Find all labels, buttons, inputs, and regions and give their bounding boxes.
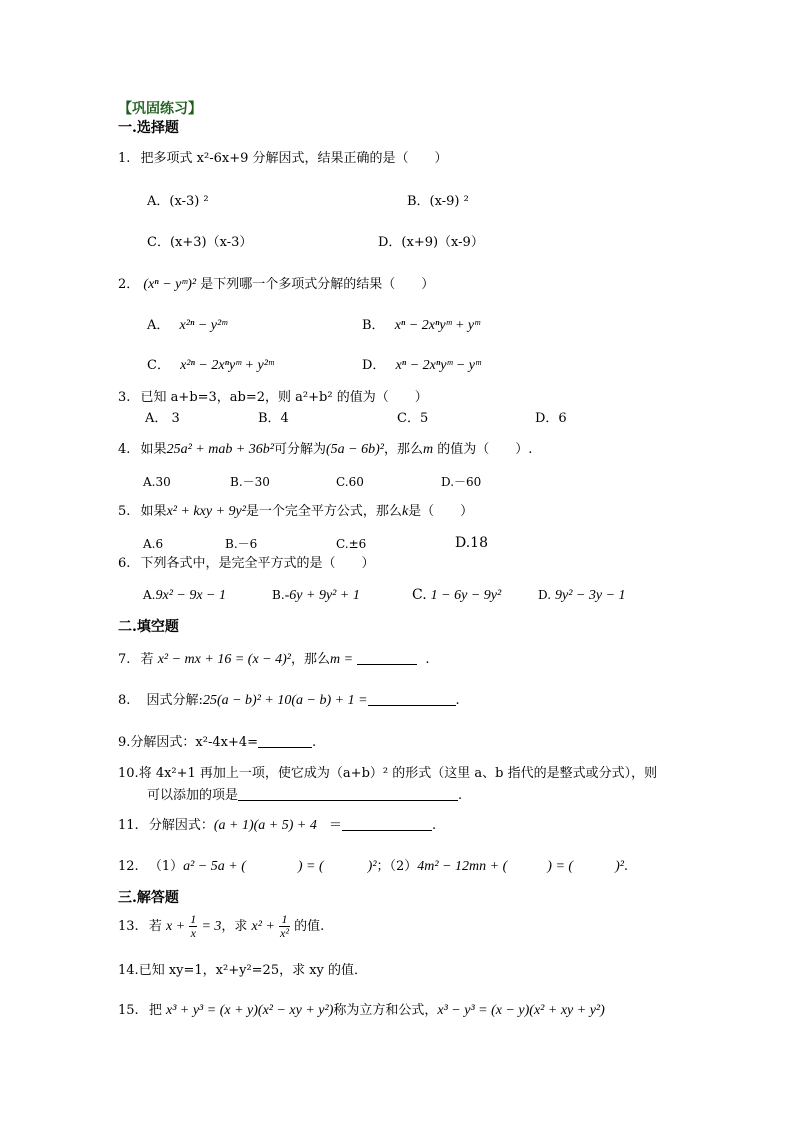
question-number: 10. bbox=[118, 766, 139, 781]
q2-option-d bbox=[362, 357, 481, 375]
question-math: (xⁿ − yᵐ)² bbox=[143, 277, 197, 292]
question-2 bbox=[118, 276, 434, 294]
option-math: -6y + 9y² + 1 bbox=[284, 588, 360, 603]
question-math: a² − 5a + ( bbox=[183, 859, 246, 874]
answer-blank[interactable] bbox=[357, 650, 417, 665]
fraction bbox=[279, 913, 290, 940]
question-6 bbox=[118, 555, 375, 573]
q5-option-b: B.－6 bbox=[225, 537, 258, 551]
question-math: x³ + y³ = (x + y)(x² − xy + y²) bbox=[165, 1003, 334, 1018]
option-label: D. bbox=[538, 588, 552, 602]
question-stem: ；（2） bbox=[376, 859, 418, 874]
answer-blank[interactable] bbox=[368, 691, 456, 706]
question-11 bbox=[118, 816, 436, 835]
question-number: 12. bbox=[118, 859, 139, 874]
section-title-choice: 一.选择题 bbox=[118, 120, 179, 136]
question-math: )² bbox=[615, 859, 624, 874]
question-stem: ＝ bbox=[328, 818, 342, 833]
question-stem: 把 bbox=[148, 1003, 162, 1018]
question-number: 13. bbox=[118, 919, 139, 934]
question-math: (a + 1)(a + 5) + 4 bbox=[213, 818, 317, 833]
question-math: 25a² + mab + 36b² bbox=[166, 442, 274, 457]
q2-option-c bbox=[147, 357, 274, 375]
q5-option-d: D.18 bbox=[455, 535, 488, 551]
option-label: D． bbox=[362, 358, 386, 373]
fraction-denominator: x² bbox=[280, 926, 289, 940]
q6-option-a bbox=[143, 586, 226, 605]
question-stem: . bbox=[623, 859, 629, 874]
q6-option-d bbox=[538, 586, 626, 605]
q4-option-a: A.30 bbox=[143, 475, 171, 489]
option-math: 9y² − 3y − 1 bbox=[555, 588, 626, 603]
q4-option-d: D.－60 bbox=[441, 475, 482, 489]
section-title-fill: 二.填空题 bbox=[118, 619, 179, 635]
question-14 bbox=[118, 962, 367, 980]
option-math: x²ⁿ − y²ᵐ bbox=[179, 318, 228, 333]
question-stem: . bbox=[312, 735, 317, 750]
question-stem: ，那么 bbox=[383, 442, 423, 457]
option-math: xⁿ − 2xⁿyᵐ − yᵐ bbox=[395, 358, 481, 373]
q3-option-a: A． 3 bbox=[145, 411, 180, 426]
option-math: 1 − 6y − 9y² bbox=[430, 588, 502, 603]
q1-option-a: A．(x-3) ² bbox=[147, 194, 209, 209]
q3-option-c: C．5 bbox=[397, 411, 429, 426]
question-stem: （1） bbox=[148, 859, 184, 874]
option-label: C． bbox=[147, 358, 170, 373]
question-stem: 可分解为 bbox=[273, 442, 326, 457]
question-stem: 如果 bbox=[140, 442, 167, 457]
question-3 bbox=[118, 389, 428, 407]
question-stem: 的值. bbox=[294, 919, 325, 934]
option-label: B． bbox=[362, 318, 385, 333]
option-label: C. bbox=[412, 587, 427, 603]
question-stem: 是下列哪一个多项式分解的结果（ ） bbox=[200, 277, 435, 292]
question-math: x² + kxy + 9y² bbox=[166, 504, 246, 519]
question-math: x³ − y³ = (x − y)(x² + xy + y²) bbox=[437, 1003, 605, 1018]
question-stem: 是（ ） bbox=[408, 504, 474, 519]
question-stem: 分解因式： bbox=[148, 818, 214, 833]
q1-option-d: D．(x+9)（x-9） bbox=[378, 235, 484, 250]
question-math: ) = ( bbox=[297, 859, 324, 874]
fraction bbox=[189, 913, 197, 940]
question-13 bbox=[118, 912, 324, 942]
question-math: = 3 bbox=[201, 919, 222, 934]
question-math: )² bbox=[367, 859, 377, 874]
question-8 bbox=[118, 691, 460, 710]
answer-blank[interactable] bbox=[258, 733, 312, 748]
q2-option-b bbox=[362, 317, 480, 335]
question-stem: 称为立方和公式， bbox=[333, 1003, 438, 1018]
question-12 bbox=[118, 858, 628, 876]
question-number: 14. bbox=[118, 963, 139, 978]
q4-option-b: B.－30 bbox=[230, 475, 270, 489]
question-5 bbox=[118, 503, 473, 521]
q3-option-d: D．6 bbox=[535, 411, 567, 426]
question-math: (5a − 6b)² bbox=[325, 442, 384, 457]
question-math: x + bbox=[165, 919, 186, 934]
question-stem: 因式分解: bbox=[146, 693, 203, 708]
question-math: m = bbox=[329, 652, 354, 667]
answer-blank[interactable] bbox=[342, 816, 432, 831]
question-9 bbox=[118, 733, 316, 752]
question-number: 8. bbox=[118, 693, 131, 708]
question-stem: ，那么 bbox=[290, 652, 330, 667]
q5-option-a: A.6 bbox=[143, 537, 164, 551]
question-math: ) = ( bbox=[547, 859, 574, 874]
question-stem: 下列各式中，是完全平方式的是（ ） bbox=[140, 556, 375, 571]
question-number: 11. bbox=[118, 818, 139, 833]
question-math: x² + bbox=[251, 919, 275, 934]
section-header: 【巩固练习】 bbox=[118, 101, 202, 117]
question-math: x² − mx + 16 = (x − 4)² bbox=[157, 652, 291, 667]
fraction-numerator: 1 bbox=[190, 912, 197, 926]
q1-option-b: B．(x-9) ² bbox=[407, 194, 469, 209]
question-number: 7. bbox=[118, 652, 131, 667]
q5-option-c: C.±6 bbox=[336, 537, 367, 551]
question-number: 2． bbox=[118, 277, 140, 292]
question-number: 3. bbox=[118, 390, 131, 405]
question-stem: . bbox=[432, 818, 437, 833]
question-stem: 若 bbox=[140, 652, 154, 667]
question-7 bbox=[118, 650, 429, 669]
question-number: 1. bbox=[118, 151, 131, 166]
fraction-denominator: x bbox=[190, 926, 196, 940]
question-number: 9. bbox=[118, 735, 131, 750]
question-stem: ，求 bbox=[221, 919, 248, 934]
question-stem: 已知 a+b=3，ab=2，则 a²+b² 的值为（ ） bbox=[140, 390, 428, 405]
question-1 bbox=[118, 150, 448, 168]
question-stem: 分解因式：x²-4x+4= bbox=[130, 735, 259, 750]
question-var: m bbox=[422, 442, 434, 457]
question-15 bbox=[118, 1002, 605, 1020]
answer-blank[interactable] bbox=[238, 786, 458, 801]
question-stem: 如果 bbox=[140, 504, 167, 519]
q4-option-c: C.60 bbox=[336, 475, 364, 489]
option-math: x²ⁿ − 2xⁿyᵐ + y²ᵐ bbox=[180, 358, 274, 373]
question-number: 4. bbox=[118, 442, 131, 457]
q2-option-a bbox=[147, 317, 227, 335]
option-math: xⁿ − 2xⁿyᵐ + yᵐ bbox=[394, 318, 480, 333]
q3-option-b: B．4 bbox=[258, 411, 289, 426]
fraction-numerator: 1 bbox=[279, 913, 290, 927]
question-stem: 若 bbox=[148, 919, 162, 934]
question-10-line2 bbox=[147, 786, 462, 805]
option-label: A． bbox=[147, 318, 170, 333]
question-10 bbox=[118, 765, 657, 783]
option-label: A. bbox=[143, 588, 156, 602]
question-math: 25(a − b)² + 10(a − b) + 1 = bbox=[202, 693, 368, 708]
question-stem: . bbox=[425, 652, 430, 667]
q1-option-c: C．(x+3)（x-3） bbox=[147, 235, 253, 250]
question-number: 5. bbox=[118, 504, 131, 519]
question-stem: 的值为（ ）. bbox=[433, 442, 533, 457]
question-stem: 是一个完全平方公式，那么 bbox=[245, 504, 402, 519]
question-var: k bbox=[401, 504, 409, 519]
question-stem: 把多项式 x²-6x+9 分解因式，结果正确的是（ ） bbox=[140, 151, 448, 166]
question-number: 15. bbox=[118, 1003, 139, 1018]
q6-option-b bbox=[272, 586, 360, 605]
question-stem: 将 4x²+1 再加上一项，使它成为（a+b）² 的形式（这里 a、b 指代的是整式或分式），则 bbox=[138, 766, 658, 781]
option-label: B. bbox=[272, 588, 285, 602]
question-stem: 已知 xy=1，x²+y²=25，求 xy 的值． bbox=[138, 963, 368, 978]
q6-option-c bbox=[412, 586, 501, 605]
question-math: 4m² − 12mn + ( bbox=[417, 859, 508, 874]
question-stem: . bbox=[455, 693, 460, 708]
question-stem: . bbox=[458, 788, 463, 803]
option-math: 9x² − 9x − 1 bbox=[155, 588, 227, 603]
question-stem: 可以添加的项是 bbox=[147, 788, 239, 803]
question-number: 6. bbox=[118, 556, 131, 571]
question-4 bbox=[118, 441, 532, 459]
section-title-solve: 三.解答题 bbox=[118, 890, 179, 906]
